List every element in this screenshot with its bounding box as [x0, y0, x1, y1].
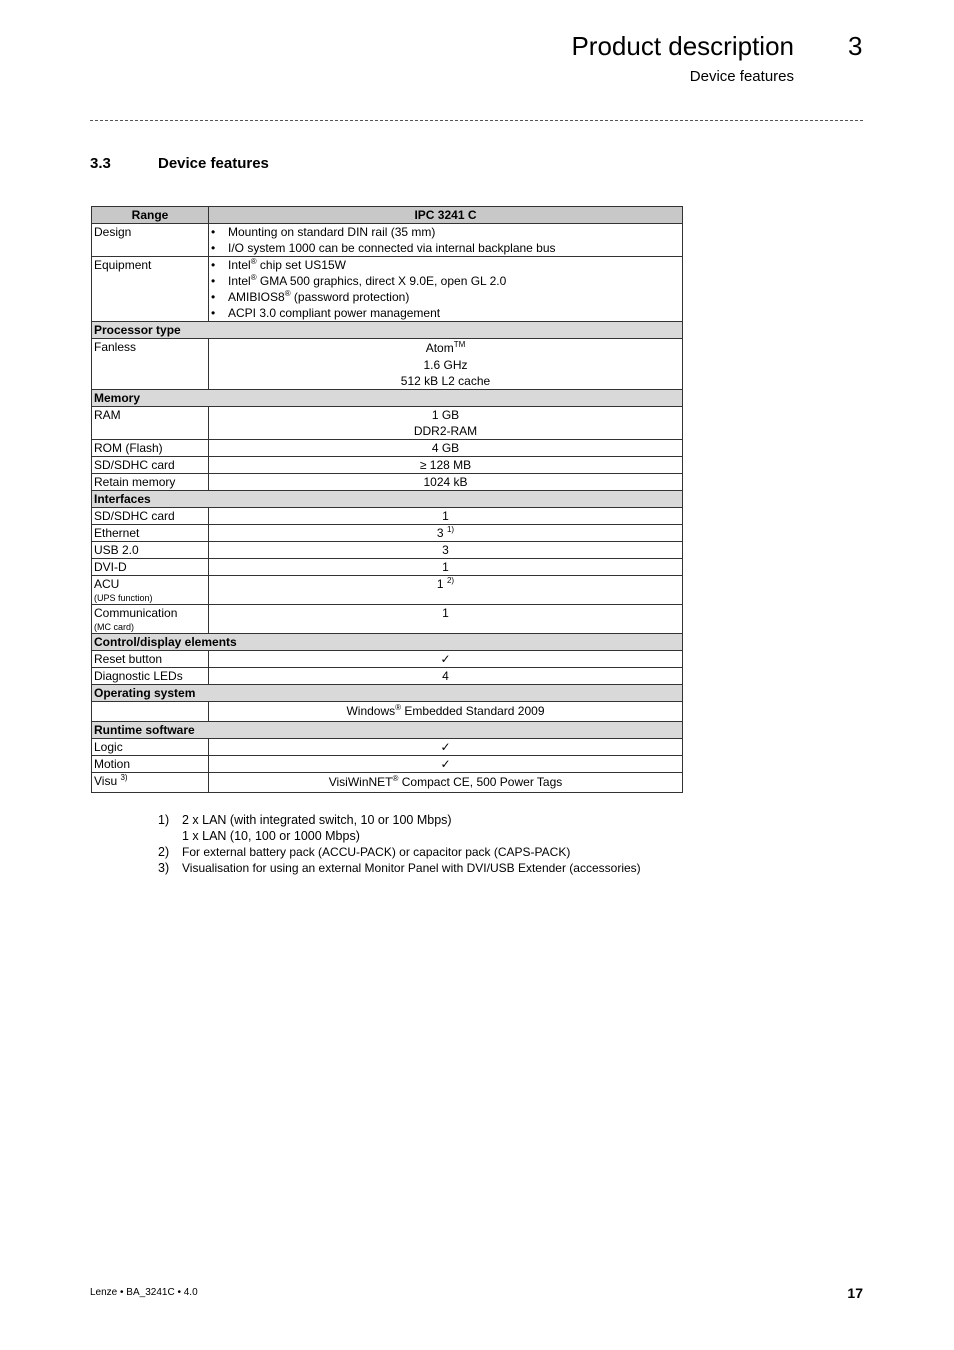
page-header-title: Product description	[571, 31, 794, 61]
row-value-communication: 1	[209, 605, 683, 634]
row-value-sd-memory: ≥ 128 MB	[209, 457, 683, 474]
row-label-acu: ACU (UPS function)	[92, 576, 209, 605]
row-value-rom: 4 GB	[209, 440, 683, 457]
row-value-acu: 1 $^{2)}$	[209, 576, 683, 605]
table-row	[92, 474, 683, 491]
section-number: 3.3	[90, 155, 111, 172]
list-item: • Intel® GMA 500 graphics, direct X 9.0E, open GL 2.0	[211, 273, 680, 289]
table-row	[92, 407, 683, 440]
table-row	[92, 457, 683, 474]
page-number: 17	[847, 1285, 863, 1301]
row-label-communication: Communication (MC card)	[92, 605, 209, 634]
checkmark-icon: ✓	[209, 651, 683, 668]
row-label-design: Design	[92, 224, 209, 257]
table-row	[92, 668, 683, 685]
table-header-row	[92, 207, 683, 224]
section-row-memory: Memory	[92, 390, 683, 407]
footer-doc-info: Lenze • BA_3241C • 4.0	[90, 1287, 198, 1298]
page-header-subtitle: Device features	[689, 68, 794, 85]
section-row-control: Control/display elements	[92, 634, 683, 651]
row-label-visu: Visu $^{3)}$	[92, 773, 209, 793]
section-row-interfaces: Interfaces	[92, 491, 683, 508]
checkmark-icon: ✓	[209, 756, 683, 773]
checkmark-icon: ✓	[209, 739, 683, 756]
table-row	[92, 508, 683, 525]
table-row	[92, 576, 683, 605]
row-value-usb: 3	[209, 542, 683, 559]
table-row	[92, 756, 683, 773]
row-value-sd-interface: 1	[209, 508, 683, 525]
row-label-ethernet: Ethernet	[92, 525, 209, 542]
table-row	[92, 339, 683, 390]
row-label-sd-interface: SD/SDHC card	[92, 508, 209, 525]
row-label-sd-memory: SD/SDHC card	[92, 457, 209, 474]
table-row	[92, 440, 683, 457]
list-item: • ACPI 3.0 compliant power management	[211, 305, 680, 321]
table-row	[92, 702, 683, 722]
section-row-processor: Processor type	[92, 322, 683, 339]
table-row	[92, 257, 683, 322]
col-header-range: Range	[92, 207, 209, 224]
list-item: • AMIBIOS8® (password protection)	[211, 289, 680, 305]
row-label-retain: Retain memory	[92, 474, 209, 491]
footnote-2: 2) For external battery pack (ACCU-PACK) or capacitor pack (CAPS-PACK)	[158, 845, 571, 859]
row-value-equipment	[209, 257, 683, 322]
row-label-diagnostic-leds: Diagnostic LEDs	[92, 668, 209, 685]
footnote-3: 3) Visualisation for using an external Monitor Panel with DVI/USB Extender (accessories)	[158, 861, 641, 875]
table-row	[92, 559, 683, 576]
row-value-ethernet: 3 $^{1)}$	[209, 525, 683, 542]
row-value-retain: 1024 kB	[209, 474, 683, 491]
row-label-fanless: Fanless	[92, 339, 209, 390]
table-row	[92, 224, 683, 257]
row-label-equipment: Equipment	[92, 257, 209, 322]
footnotes	[158, 812, 641, 876]
table-row	[92, 605, 683, 634]
row-value-ram: 1 GB DDR2-RAM	[209, 407, 683, 440]
row-label-os	[92, 702, 209, 722]
row-value-visu: VisiWinNET® Compact CE, 500 Power Tags	[209, 773, 683, 793]
row-label-rom: ROM (Flash)	[92, 440, 209, 457]
section-title: Device features	[158, 155, 269, 172]
row-label-dvi: DVI-D	[92, 559, 209, 576]
section-row-runtime: Runtime software	[92, 722, 683, 739]
row-label-usb: USB 2.0	[92, 542, 209, 559]
row-label-reset: Reset button	[92, 651, 209, 668]
chapter-number: 3	[848, 31, 863, 61]
list-item: • Mounting on standard DIN rail (35 mm)	[211, 224, 680, 240]
table-row	[92, 651, 683, 668]
col-header-product: IPC 3241 C	[209, 207, 683, 224]
row-value-diagnostic-leds: 4	[209, 668, 683, 685]
table-row	[92, 773, 683, 793]
row-label-logic: Logic	[92, 739, 209, 756]
row-value-dvi: 1	[209, 559, 683, 576]
row-value-processor: Atom™ 1.6 GHz 512 kB L2 cache	[209, 339, 683, 390]
table-row	[92, 542, 683, 559]
row-value-design	[209, 224, 683, 257]
device-features-table	[91, 206, 683, 793]
list-item: • I/O system 1000 can be connected via internal backplane bus	[211, 240, 680, 256]
section-row-os: Operating system	[92, 685, 683, 702]
list-item: • Intel® chip set US15W	[211, 257, 680, 273]
table-row	[92, 525, 683, 542]
row-value-os: Windows® Embedded Standard 2009	[209, 702, 683, 722]
header-dashed-rule	[90, 120, 863, 121]
row-label-ram: RAM	[92, 407, 209, 440]
table-row	[92, 739, 683, 756]
footnote-1: 1) 2 x LAN (with integrated switch, 10 or 100 Mbps) 1 x LAN (10, 100 or 1000 Mbps)	[158, 813, 452, 843]
row-label-motion: Motion	[92, 756, 209, 773]
